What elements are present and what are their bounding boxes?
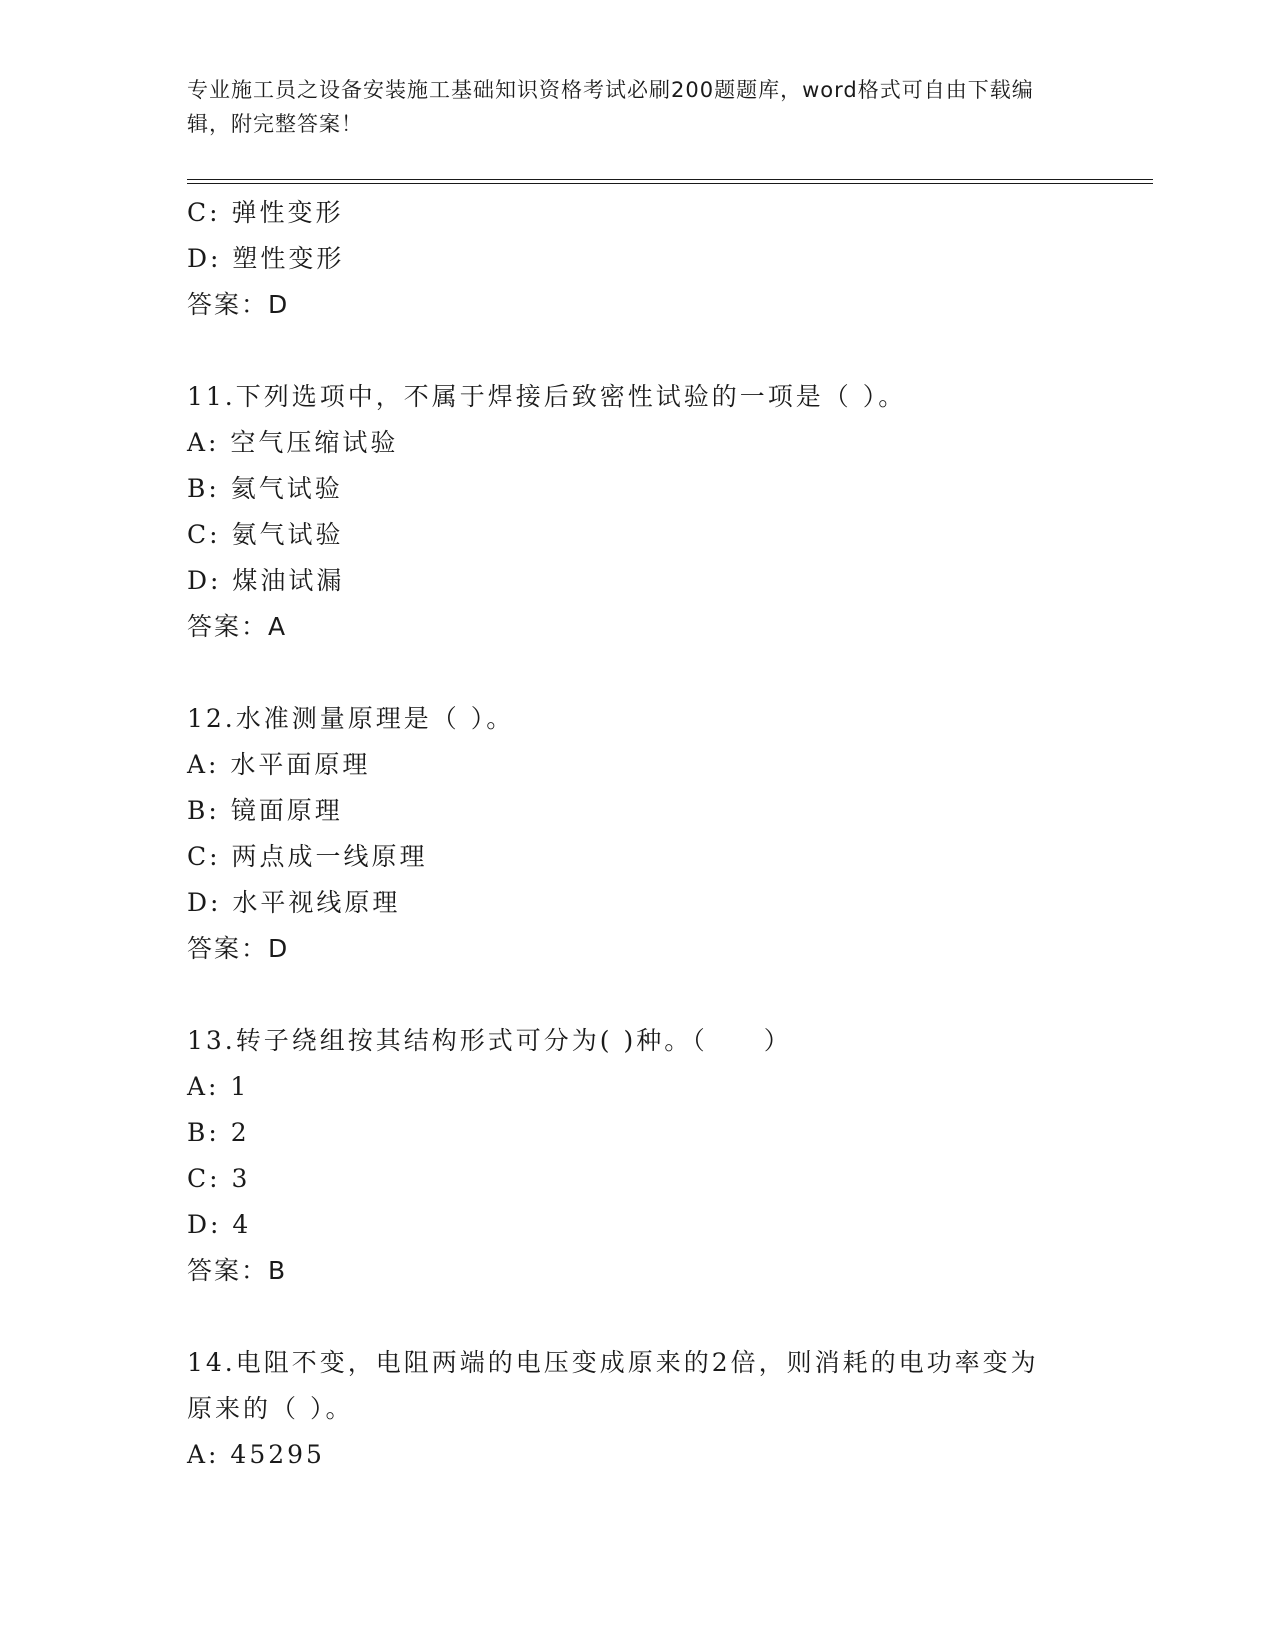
option-b: B: 2 bbox=[187, 1118, 250, 1147]
question-block bbox=[187, 1340, 1087, 1478]
option-d: D: 4 bbox=[187, 1210, 252, 1239]
option-c: C: 氨气试验 bbox=[187, 520, 344, 549]
option-a: A: 空气压缩试验 bbox=[187, 428, 399, 457]
option-d: D: 水平视线原理 bbox=[187, 888, 401, 917]
option-b: B: 氦气试验 bbox=[187, 474, 343, 503]
question-stem: 12.水准测量原理是（ ）。 bbox=[187, 704, 515, 733]
option-c: C: 弹性变形 bbox=[187, 198, 344, 227]
option-a: A: 45295 bbox=[187, 1440, 325, 1469]
answer-line: 答案：D bbox=[187, 290, 290, 319]
answer-line: 答案：B bbox=[187, 1256, 288, 1285]
question-list bbox=[187, 190, 1087, 1478]
option-a: A: 1 bbox=[187, 1072, 250, 1101]
question-stem-line-2: 原来的（ ）。 bbox=[187, 1394, 354, 1423]
question-stem-line-1: 14.电阻不变，电阻两端的电压变成原来的2倍，则消耗的电功率变为 bbox=[187, 1348, 1039, 1377]
header-divider bbox=[187, 179, 1153, 184]
option-c: C: 3 bbox=[187, 1164, 251, 1193]
question-stem: 11.下列选项中，不属于焊接后致密性试验的一项是（ ）。 bbox=[187, 382, 907, 411]
answer-line: 答案：D bbox=[187, 934, 290, 963]
question-block bbox=[187, 374, 1087, 650]
document-header: 专业施工员之设备安装施工基础知识资格考试必刷200题题库，word格式可自由下载编辑，附完整答案！ bbox=[187, 78, 1034, 136]
option-d: D: 塑性变形 bbox=[187, 244, 345, 273]
question-block bbox=[187, 696, 1087, 972]
option-a: A: 水平面原理 bbox=[187, 750, 371, 779]
option-b: B: 镜面原理 bbox=[187, 796, 343, 825]
answer-line: 答案：A bbox=[187, 612, 288, 641]
option-d: D: 煤油试漏 bbox=[187, 566, 345, 595]
question-block bbox=[187, 1018, 1087, 1294]
option-c: C: 两点成一线原理 bbox=[187, 842, 428, 871]
question-stem: 13.转子绕组按其结构形式可分为( )种。（ ） bbox=[187, 1026, 792, 1055]
